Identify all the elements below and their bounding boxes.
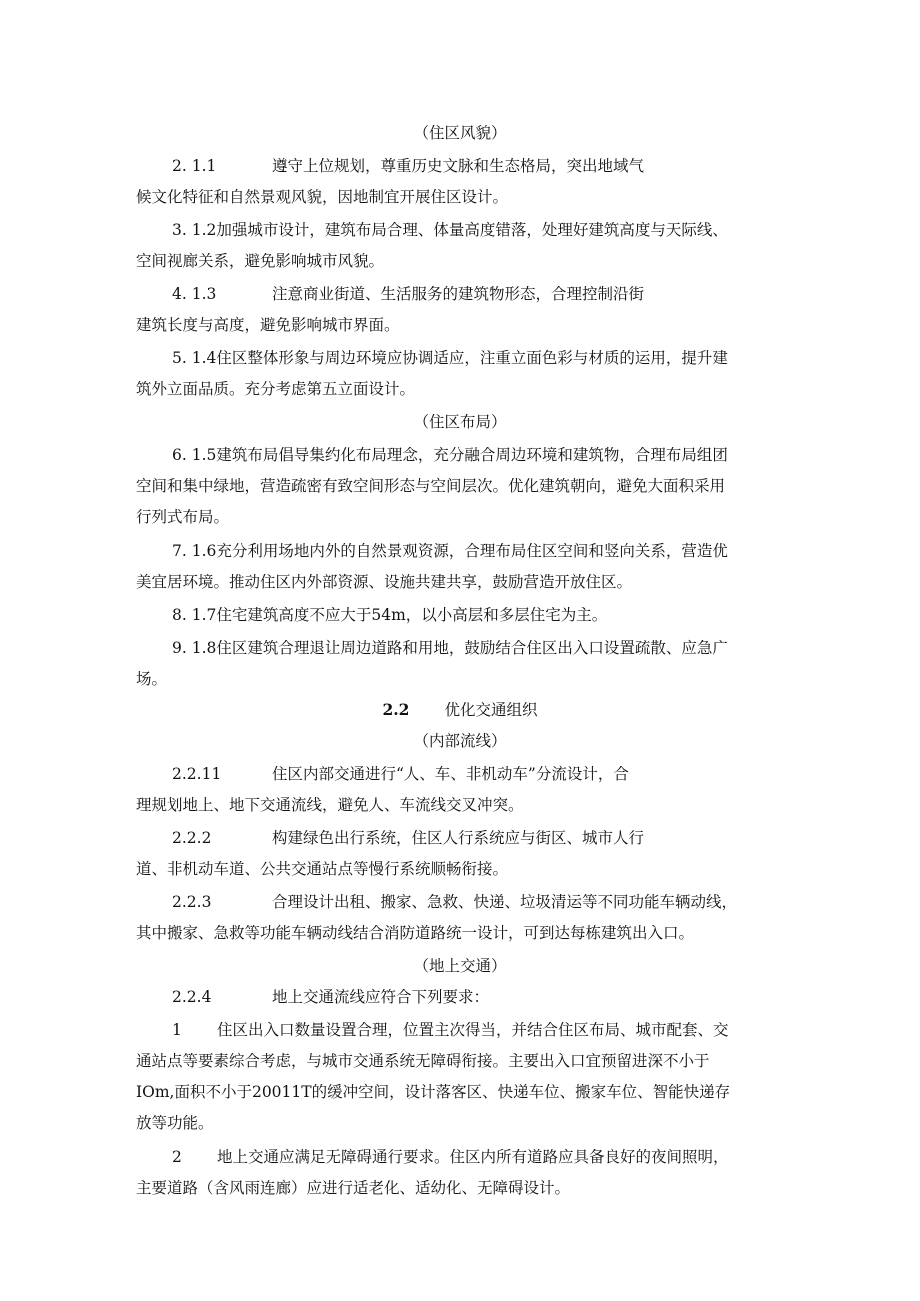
- clause-number: 2.2.4: [172, 988, 212, 1006]
- clause-number: 2.2.3: [172, 893, 212, 911]
- clause-2-1-7: 8. 1.7住宅建筑高度不应大于54m，以小高层和多层住宅为主。: [172, 606, 608, 624]
- item-text-line: 主要道路（含风雨连廊）应进行适老化、适幼化、无障碍设计。: [136, 1179, 571, 1197]
- item-number: 1: [172, 1021, 182, 1039]
- item-text-line: IOm,面积不小于20011T的缓冲空间，设计落客区、快递车位、搬家车位、智能快递存: [136, 1083, 731, 1101]
- section-number: 2.2: [382, 700, 410, 719]
- item-1: [172, 1018, 729, 1040]
- item-text-line: 放等功能。: [136, 1114, 214, 1132]
- clause-number: 4. 1.3: [172, 285, 217, 303]
- clause-text: 住区内部交通进行“人、车、非机动车”分流设计，合: [272, 765, 629, 783]
- clause-2-1-5: 6. 1.5建筑布局倡导集约化布局理念，充分融合周边环境和建筑物，合理布局组团: [172, 446, 728, 464]
- section-title: 优化交通组织: [444, 701, 538, 719]
- clause-text-line: 空间视廊关系，避免影响城市风貌。: [136, 252, 385, 270]
- clause-text-line: 场。: [136, 670, 168, 688]
- item-2: [172, 1145, 729, 1167]
- section-heading-ground-traffic: （地上交通）: [413, 957, 507, 975]
- clause-2-1-8: 9. 1.8住区建筑合理退让周边道路和用地，鼓励结合住区出入口设置疏散、应急广: [172, 639, 728, 657]
- clause-2-2-2: [172, 826, 644, 848]
- clause-text-line: 其中搬家、急救等功能车辆动线结合消防道路统一设计，可到达每栋建筑出入口。: [136, 924, 695, 942]
- clause-number: 2. 1.1: [172, 157, 217, 175]
- clause-text-line: 候文化特征和自然景观风貌，因地制宜开展住区设计。: [136, 188, 509, 206]
- clause-text: 遵守上位规划，尊重历史文脉和生态格局，突出地域气: [272, 157, 645, 175]
- clause-number: 2.2.2: [172, 829, 212, 847]
- section-heading-style: （住区风貌）: [413, 124, 507, 142]
- section-title-2-2: [0, 698, 920, 720]
- clause-text: 构建绿色出行系统，住区人行系统应与街区、城市人行: [272, 829, 645, 847]
- clause-2-1-6: 7. 1.6充分利用场地内外的自然景观资源，合理布局住区空间和竖向关系，营造优: [172, 542, 728, 560]
- clause-text-line: 筑外立面品质。充分考虑第五立面设计。: [136, 380, 416, 398]
- clause-text-line: 建筑长度与高度，避免影响城市界面。: [136, 316, 400, 334]
- item-text-line: 通站点等要素综合考虑，与城市交通系统无障碍衔接。主要出入口宜预留进深不小于: [136, 1052, 710, 1070]
- clause-2-1-1: [172, 154, 644, 176]
- clause-text-line: 道、非机动车道、公共交通站点等慢行系统顺畅衔接。: [136, 860, 509, 878]
- clause-2-2-4: [172, 985, 489, 1007]
- clause-text-line: 行列式布局。: [136, 508, 230, 526]
- clause-2-1-2: 3. 1.2加强城市设计，建筑布局合理、体量高度错落，处理好建筑高度与天际线、: [172, 221, 728, 239]
- section-heading-layout: （住区布局）: [413, 413, 507, 431]
- item-number: 2: [172, 1148, 182, 1166]
- item-text: 地上交通应满足无障碍通行要求。住区内所有道路应具备良好的夜间照明，: [217, 1148, 729, 1166]
- clause-text: 地上交通流线应符合下列要求：: [272, 988, 490, 1006]
- clause-2-1-4: 5. 1.4住区整体形象与周边环境应协调适应，注重立面色彩与材质的运用，提升建: [172, 349, 728, 367]
- clause-2-2-3: [172, 890, 737, 912]
- clause-number: 2.2.11: [172, 765, 222, 783]
- clause-text-line: 理规划地上、地下交通流线，避免人、车流线交叉冲突。: [136, 796, 524, 814]
- clause-2-2-1: [172, 762, 629, 784]
- clause-text-line: 空间和集中绿地，营造疏密有致空间形态与空间层次。优化建筑朝向，避免大面积采用: [136, 477, 726, 495]
- clause-text: 注意商业街道、生活服务的建筑物形态，合理控制沿街: [272, 285, 645, 303]
- clause-text: 合理设计出租、搬家、急救、快递、垃圾清运等不同功能车辆动线，: [272, 893, 738, 911]
- item-text: 住区出入口数量设置合理，位置主次得当，并结合住区布局、城市配套、交: [217, 1021, 729, 1039]
- clause-text-line: 美宜居环境。推动住区内外部资源、设施共建共享，鼓励营造开放住区。: [136, 573, 633, 591]
- section-heading-internal-flow: （内部流线）: [413, 732, 507, 750]
- clause-2-1-3: [172, 282, 644, 304]
